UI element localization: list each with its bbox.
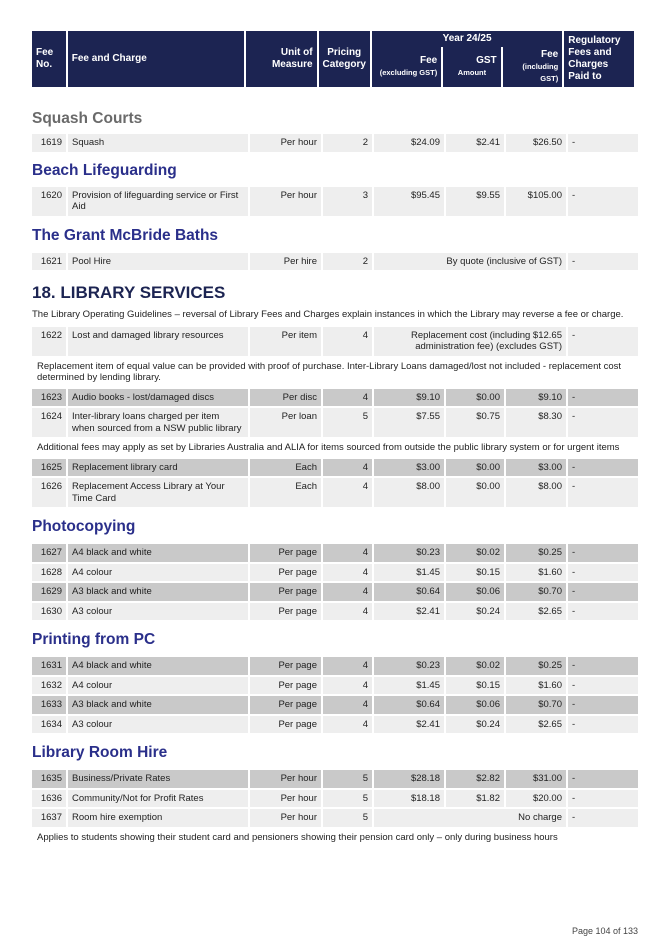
cell-gst: $0.06 bbox=[446, 696, 504, 714]
header-fee-no: Fee No. bbox=[32, 31, 66, 87]
cell-inc: $8.30 bbox=[506, 408, 566, 437]
cell-gst: $0.00 bbox=[446, 478, 504, 507]
cell-cat: 4 bbox=[323, 459, 372, 477]
cell-inc: $1.60 bbox=[506, 677, 566, 695]
cell-inc: $8.00 bbox=[506, 478, 566, 507]
cell-cat: 4 bbox=[323, 544, 372, 562]
header-fee-excl: Fee (excluding GST) bbox=[372, 47, 441, 87]
table-row-1622: 1622 Lost and damaged library resources Per item 4 Replacement cost (including $12.65 administration fee) (excludes GST) - bbox=[32, 327, 638, 356]
table-row-1630 bbox=[32, 603, 638, 621]
cell-gst: $1.82 bbox=[446, 790, 504, 808]
cell-name: Inter-library loans charged per item when sourced from a NSW public library bbox=[68, 408, 248, 437]
room-hire-note: Applies to students showing their student card and pensioners showing their pension card only – only during business hours bbox=[37, 831, 558, 843]
cell-no: 1628 bbox=[32, 564, 66, 582]
cell-inc: $31.00 bbox=[506, 770, 566, 788]
cell-no: 1619 bbox=[32, 134, 66, 152]
cell-gst: $0.02 bbox=[446, 657, 504, 675]
table-row-1629 bbox=[32, 583, 638, 601]
cell-inc: $0.25 bbox=[506, 544, 566, 562]
fee-table-library-a bbox=[32, 389, 638, 438]
section-title-printing: Printing from PC bbox=[32, 631, 156, 648]
cell-ex: $0.64 bbox=[374, 583, 444, 601]
cell-reg: - bbox=[568, 564, 638, 582]
cell-no: 1633 bbox=[32, 696, 66, 714]
cell-cat: 3 bbox=[323, 187, 372, 216]
cell-cat: 5 bbox=[323, 790, 372, 808]
cell-gst: $9.55 bbox=[446, 187, 504, 216]
section-title-library: 18. LIBRARY SERVICES bbox=[32, 283, 226, 302]
table-row-1620 bbox=[32, 187, 638, 216]
cell-ex: $0.23 bbox=[374, 544, 444, 562]
cell-gst: $0.15 bbox=[446, 564, 504, 582]
fee-table-library-b bbox=[32, 459, 638, 508]
header-gst: GST Amount bbox=[443, 47, 500, 87]
table-row-1624 bbox=[32, 408, 638, 437]
library-note-2: Additional fees may apply as set by Libraries Australia and ALIA for items sourced from outside the public library system or for urgent items bbox=[37, 442, 620, 453]
cell-ex: $3.00 bbox=[374, 459, 444, 477]
cell-unit: Per page bbox=[250, 657, 321, 675]
cell-reg: - bbox=[568, 134, 638, 152]
cell-gst: $0.06 bbox=[446, 583, 504, 601]
cell-unit: Per hour bbox=[250, 134, 321, 152]
cell-cat: 4 bbox=[323, 657, 372, 675]
cell-inc: $2.65 bbox=[506, 603, 566, 621]
section-title-beach: Beach Lifeguarding bbox=[32, 161, 177, 179]
header-unit: Unit of Measure bbox=[246, 31, 316, 87]
table-row-1628 bbox=[32, 564, 638, 582]
cell-unit: Per page bbox=[250, 716, 321, 734]
cell-no: 1634 bbox=[32, 716, 66, 734]
cell-ex: $7.55 bbox=[374, 408, 444, 437]
section-title-room-hire: Library Room Hire bbox=[32, 744, 168, 761]
cell-reg: - bbox=[568, 716, 638, 734]
cell-no: 1626 bbox=[32, 478, 66, 507]
cell-name: A4 colour bbox=[68, 564, 248, 582]
cell-ex: $1.45 bbox=[374, 677, 444, 695]
table-row-1631 bbox=[32, 657, 638, 675]
cell-gst: $0.00 bbox=[446, 459, 504, 477]
cell-reg: - bbox=[568, 677, 638, 695]
cell-name: Business/Private Rates bbox=[68, 770, 248, 788]
cell-inc: $0.70 bbox=[506, 696, 566, 714]
cell-inc: $0.70 bbox=[506, 583, 566, 601]
page-number: Page 104 of 133 bbox=[571, 926, 638, 936]
cell-reg: - bbox=[568, 583, 638, 601]
cell-unit: Per disc bbox=[250, 389, 321, 407]
cell-name: Squash bbox=[68, 134, 248, 152]
table-header bbox=[30, 31, 636, 87]
cell-unit: Per page bbox=[250, 603, 321, 621]
library-intro: The Library Operating Guidelines – reversal of Library Fees and Charges explain instances in which the Library may reverse a fee or charge. bbox=[32, 309, 624, 320]
header-pricing: Pricing Category bbox=[319, 31, 370, 87]
section-title-baths: The Grant McBride Baths bbox=[32, 226, 219, 244]
cell-unit: Per page bbox=[250, 583, 321, 601]
cell-cat: 4 bbox=[323, 677, 372, 695]
cell-no: 1630 bbox=[32, 603, 66, 621]
cell-ex: $24.09 bbox=[374, 134, 444, 152]
cell-no: 1620 bbox=[32, 187, 66, 216]
cell-cat: 4 bbox=[323, 583, 372, 601]
cell-name: Community/Not for Profit Rates bbox=[68, 790, 248, 808]
cell-gst: $2.41 bbox=[446, 134, 504, 152]
fee-table-beach bbox=[32, 187, 638, 216]
cell-inc: $3.00 bbox=[506, 459, 566, 477]
cell-no: 1636 bbox=[32, 790, 66, 808]
cell-gst: $0.15 bbox=[446, 677, 504, 695]
cell-ex: $0.23 bbox=[374, 657, 444, 675]
cell-cat: 4 bbox=[323, 389, 372, 407]
header-fee-incl: Fee (including GST) bbox=[503, 47, 563, 87]
cell-reg: - bbox=[568, 696, 638, 714]
table-row-1619 bbox=[32, 134, 638, 152]
cell-name: A4 black and white bbox=[68, 657, 248, 675]
cell-ex: $9.10 bbox=[374, 389, 444, 407]
cell-gst: $0.00 bbox=[446, 389, 504, 407]
cell-name: Replacement Access Library at Your Time Card bbox=[68, 478, 248, 507]
cell-reg: - bbox=[568, 544, 638, 562]
cell-name: A3 colour bbox=[68, 716, 248, 734]
table-row-1625 bbox=[32, 459, 638, 477]
cell-unit: Per page bbox=[250, 544, 321, 562]
fee-table-room-hire bbox=[32, 770, 638, 807]
cell-reg: - bbox=[568, 187, 638, 216]
cell-reg: - bbox=[568, 657, 638, 675]
library-note-1: Replacement item of equal value can be provided with proof of purchase. Inter-Library Loans damaged/lost not included - replacement cost determined by lending library. bbox=[37, 360, 622, 383]
cell-reg: - bbox=[568, 790, 638, 808]
cell-gst: $0.24 bbox=[446, 716, 504, 734]
cell-cat: 4 bbox=[323, 478, 372, 507]
cell-reg: - bbox=[568, 408, 638, 437]
cell-gst: $2.82 bbox=[446, 770, 504, 788]
cell-ex: $1.45 bbox=[374, 564, 444, 582]
cell-ex: $18.18 bbox=[374, 790, 444, 808]
table-row-1635 bbox=[32, 770, 638, 788]
cell-unit: Per hour bbox=[250, 770, 321, 788]
cell-cat: 5 bbox=[323, 770, 372, 788]
fee-table-printing bbox=[32, 657, 638, 733]
cell-unit: Per page bbox=[250, 564, 321, 582]
table-row-1626 bbox=[32, 478, 638, 507]
cell-ex: $95.45 bbox=[374, 187, 444, 216]
cell-gst: $0.02 bbox=[446, 544, 504, 562]
cell-no: 1625 bbox=[32, 459, 66, 477]
cell-unit: Each bbox=[250, 478, 321, 507]
cell-no: 1624 bbox=[32, 408, 66, 437]
table-row-1636 bbox=[32, 790, 638, 808]
cell-reg: - bbox=[568, 459, 638, 477]
fee-table-photocopying bbox=[32, 544, 638, 620]
cell-ex: $0.64 bbox=[374, 696, 444, 714]
table-row-1634 bbox=[32, 716, 638, 734]
cell-inc: $20.00 bbox=[506, 790, 566, 808]
cell-no: 1627 bbox=[32, 544, 66, 562]
header-year: Year 24/25 bbox=[372, 31, 562, 47]
cell-no: 1623 bbox=[32, 389, 66, 407]
cell-inc: $105.00 bbox=[506, 187, 566, 216]
cell-name: Audio books - lost/damaged discs bbox=[68, 389, 248, 407]
table-row-1633 bbox=[32, 696, 638, 714]
cell-reg: - bbox=[568, 389, 638, 407]
cell-gst: $0.24 bbox=[446, 603, 504, 621]
table-row-1627 bbox=[32, 544, 638, 562]
cell-cat: 4 bbox=[323, 696, 372, 714]
table-row-1621: 1621 Pool Hire Per hire 2 By quote (inclusive of GST) - bbox=[32, 253, 638, 271]
cell-inc: $2.65 bbox=[506, 716, 566, 734]
cell-inc: $0.25 bbox=[506, 657, 566, 675]
cell-no: 1629 bbox=[32, 583, 66, 601]
cell-unit: Each bbox=[250, 459, 321, 477]
cell-name: Provision of lifeguarding service or First Aid bbox=[68, 187, 248, 216]
cell-inc: $26.50 bbox=[506, 134, 566, 152]
cell-name: A3 black and white bbox=[68, 583, 248, 601]
fee-table-squash bbox=[32, 134, 638, 152]
cell-inc: $9.10 bbox=[506, 389, 566, 407]
header-fee-charge: Fee and Charge bbox=[68, 31, 244, 87]
cell-unit: Per page bbox=[250, 677, 321, 695]
cell-cat: 2 bbox=[323, 134, 372, 152]
cell-name: A4 black and white bbox=[68, 544, 248, 562]
cell-unit: Per hour bbox=[250, 187, 321, 216]
cell-no: 1635 bbox=[32, 770, 66, 788]
cell-cat: 4 bbox=[323, 716, 372, 734]
cell-inc: $1.60 bbox=[506, 564, 566, 582]
table-row-1632 bbox=[32, 677, 638, 695]
section-title-squash: Squash Courts bbox=[32, 110, 143, 127]
cell-name: Replacement library card bbox=[68, 459, 248, 477]
cell-reg: - bbox=[568, 603, 638, 621]
cell-unit: Per page bbox=[250, 696, 321, 714]
cell-ex: $28.18 bbox=[374, 770, 444, 788]
cell-unit: Per loan bbox=[250, 408, 321, 437]
table-row-1637: 1637 Room hire exemption Per hour 5 No charge - bbox=[32, 809, 638, 827]
cell-ex: $2.41 bbox=[374, 603, 444, 621]
cell-reg: - bbox=[568, 478, 638, 507]
cell-cat: 4 bbox=[323, 603, 372, 621]
cell-cat: 4 bbox=[323, 564, 372, 582]
cell-no: 1631 bbox=[32, 657, 66, 675]
cell-ex: $8.00 bbox=[374, 478, 444, 507]
cell-no: 1632 bbox=[32, 677, 66, 695]
cell-cat: 5 bbox=[323, 408, 372, 437]
cell-name: A4 colour bbox=[68, 677, 248, 695]
header-regulatory: Regulatory Fees and Charges Paid to bbox=[564, 31, 634, 87]
cell-gst: $0.75 bbox=[446, 408, 504, 437]
cell-name: A3 black and white bbox=[68, 696, 248, 714]
cell-ex: $2.41 bbox=[374, 716, 444, 734]
fee-schedule-page bbox=[32, 31, 638, 848]
cell-unit: Per hour bbox=[250, 790, 321, 808]
cell-name: A3 colour bbox=[68, 603, 248, 621]
table-row-1623 bbox=[32, 389, 638, 407]
cell-reg: - bbox=[568, 770, 638, 788]
section-title-photocopying: Photocopying bbox=[32, 518, 136, 535]
